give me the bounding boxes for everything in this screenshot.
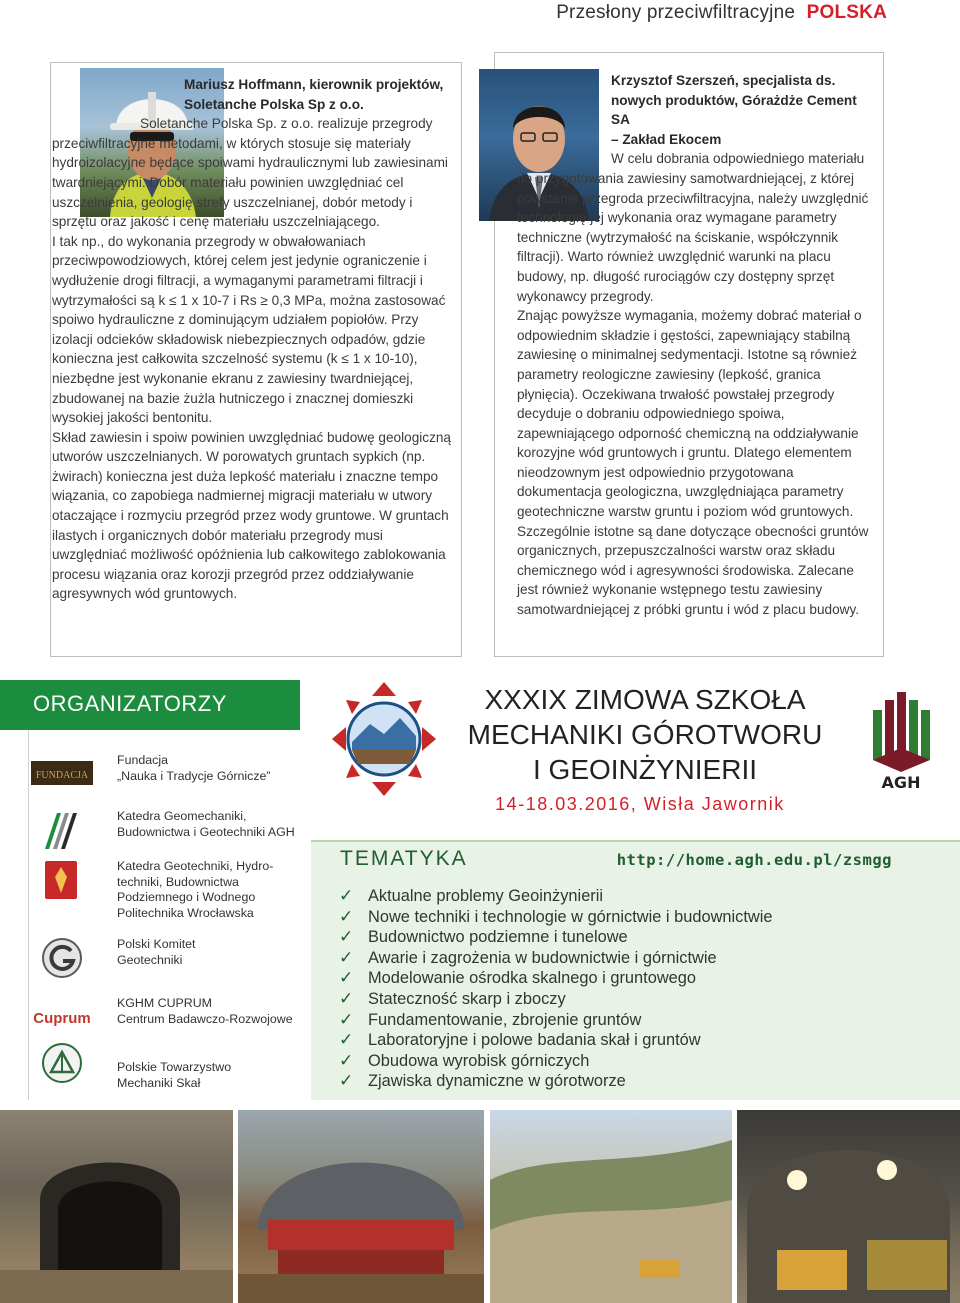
theme-item: ✓ Modelowanie ośrodka skalnego i gruntowego	[339, 968, 697, 988]
cuprum-logo-icon	[31, 996, 93, 1038]
organizer-item	[39, 859, 309, 920]
right-author-name: Krzysztof Szerszeń, specjalista ds.	[611, 73, 836, 88]
organizer-label: Polskie Towarzystwo Mechaniki Skał	[117, 1060, 232, 1090]
organizer-item	[39, 809, 309, 864]
tunnel-formwork-photo	[238, 1110, 484, 1303]
themes-title: TEMATYKA	[340, 847, 468, 870]
organizers-list	[28, 730, 300, 1100]
theme-item: ✓ Fundamentowanie, zbrojenie gruntów	[339, 1009, 642, 1029]
right-article-text	[517, 71, 869, 620]
checkmark-icon: ✓	[339, 947, 354, 967]
checkmark-icon: ✓	[339, 1009, 354, 1029]
organizer-item	[39, 937, 309, 992]
tunnel-portal-photo	[0, 1110, 233, 1303]
left-article-card	[50, 62, 462, 657]
organizer-label: Katedra Geotechniki, Hydro- techniki, Budownictwa Podziemnego i Wodnego Politechnika Wrocławska	[117, 859, 274, 920]
checkmark-icon: ✓	[339, 1030, 354, 1050]
right-paragraph-2: Znając powyższe wymagania, możemy dobrać materiał o odpowiednim składzie i gęstości, zapewniający stabilną zawiesinę o minimalnej sedymentacji. Istotne są również parametry reologiczne zawiesiny (lepkość, granica płynięcia). Oczekiwana trwałość powstałej przegrody decyduje o dobraniu odpowiedniego spoiwa, zapewniającego odporność chemiczną na oddziaływanie korozyjne wód gruntowych i gruntu. Dlatego elementem nieodzownym jest odpowiednio przygotowana dokumentacja geologiczna, uwzględniająca parametry geotechniczne warstw gruntu i poziom wód gruntowych.	[517, 308, 862, 520]
right-article-card	[494, 52, 884, 657]
theme-item: ✓ Awarie i zagrożenia w budownictwie i górnictwie	[339, 947, 717, 967]
theme-item: ✓ Budownictwo podziemne i tunelowe	[339, 927, 628, 947]
theme-item: ✓ Nowe techniki i technologie w górnictwie i budownictwie	[339, 906, 773, 926]
svg-text:FUNDACJA: FUNDACJA	[35, 770, 89, 781]
left-author-name: Mariusz Hoffmann, kierownik projektów,	[184, 77, 444, 92]
event-title-line-2: MECHANIKI GÓROTWORU	[467, 719, 823, 750]
right-paragraph-1: W celu dobrania odpowiedniego materiału do przygotowania zawiesiny samotwardniejącej, z której powstanie przegroda przeciwfiltracyjna, należy uwzględnić technologię jej wykonania oraz wymagane parametry techniczne (wytrzymałość na ściskanie, współczynnik filtracji). Warto również uwzględnić warunki na placu budowy, np. długość rurociągów czy dostępny sprzęt wykonawcy przegrody.	[517, 151, 869, 304]
event-website-link[interactable]: http://home.agh.edu.pl/zsmgg	[616, 851, 892, 869]
event-title-line-3: I GEOINŻYNIERII	[532, 754, 758, 785]
rock-mechanics-school-logo-icon	[330, 680, 438, 798]
slope-works-photo	[490, 1110, 732, 1303]
theme-item: ✓ Obudowa wyrobisk górniczych	[339, 1050, 590, 1070]
polish-geotechnics-committee-logo-icon	[31, 937, 93, 979]
right-author-division: – Zakład Ekocem	[611, 131, 722, 147]
organizer-label: Polski Komitet Geotechniki	[117, 937, 196, 967]
themes-panel	[311, 840, 960, 1100]
event-date: 14-18.03.2016, Wisła Jawornik	[495, 794, 785, 814]
page-header	[556, 2, 887, 24]
right-author-company: nowych produktów, Górażdże Cement SA	[611, 92, 857, 128]
organizer-item	[39, 1042, 309, 1097]
organizer-label: KGHM CUPRUM Centrum Badawczo-Rozwojowe	[117, 996, 293, 1026]
rock-mechanics-society-logo-icon	[31, 1042, 93, 1084]
theme-item: ✓ Stateczność skarp i zboczy	[339, 988, 566, 1008]
checkmark-icon: ✓	[339, 968, 354, 988]
event-title-line-1: XXXIX ZIMOWA SZKOŁA	[484, 684, 806, 715]
theme-item: ✓ Aktualne problemy Geoinżynierii	[339, 886, 604, 905]
right-paragraph-3: Szczególnie istotne są dane dotyczące obecności gruntów organicznych, przepuszczalności warstw oraz składu chemicznego wód i agresywności środowiska. Zalecane jest również wykonanie wstępnego testu zawiesiny samotwardniejącej z próbki gruntu i wód z placu budowy.	[517, 523, 869, 618]
organizers-title: ORGANIZATORZY	[0, 680, 300, 730]
checkmark-icon: ✓	[339, 1071, 354, 1091]
tunnel-excavation-photo	[737, 1110, 960, 1303]
checkmark-icon: ✓	[339, 1050, 354, 1070]
checkmark-icon: ✓	[339, 906, 354, 926]
left-author-company: Soletanche Polska Sp z o.o.	[184, 96, 364, 112]
wroclaw-university-logo-icon	[31, 859, 93, 901]
theme-item: ✓ Zjawiska dynamiczne w górotworze	[339, 1071, 626, 1091]
left-article-text	[52, 75, 456, 604]
agh-logo-icon	[865, 690, 933, 790]
header-country: POLSKA	[806, 2, 887, 23]
left-paragraph-1: Soletanche Polska Sp. z o.o. realizuje przegrody przeciwfiltracyjne metodami, w których stosuje się materiały hydroizolacyjne będące spoiwami hydraulicznymi lub zawiesinami twardniejącymi. Dobór materiału powinien uwzględniać cel uszczelnienia, geologię strefy uszczelnianej, dobór metody i sprzętu oraz jakość i cenę materiału uszczelniającego.	[52, 116, 448, 230]
agh-geomechanics-logo-icon	[31, 809, 93, 851]
svg-text:Cuprum: Cuprum	[33, 1010, 91, 1027]
themes-list	[339, 886, 773, 1092]
left-paragraph-3: Skład zawiesin i spoiw powinien uwzględniać budowę geologiczną utworów uszczelnianych. W porowatych gruntach sypkich (np. żwirach) konieczna jest duża lepkość materiału i znaczne tempo wiązania, co zapobiega nadmiernej migracji materiału w utwory otaczające i rozmyciu przegród przez wody gruntowe. W gruntach ilastych i organicznych dobór materiału przegrody musi uwzględniać możliwość opóźnienia lub całkowitego zablokowania procesu wiązania oraz korozji przegród przez oddziaływanie agresywnych wód gruntowych.	[52, 429, 451, 602]
organizer-label: Fundacja „Nauka i Tradycje Górnicze”	[117, 753, 271, 783]
organizers-panel	[0, 680, 300, 1100]
fundacja-logo-icon	[31, 753, 93, 795]
checkmark-icon: ✓	[339, 886, 354, 905]
header-topic: Przesłony przeciwfiltracyjne	[556, 2, 796, 23]
organizer-item	[35, 753, 309, 808]
theme-item: ✓ Laboratoryjne i polowe badania skał i gruntów	[339, 1030, 701, 1050]
left-paragraph-2: I tak np., do wykonania przegrody w obwałowaniach przeciwpowodziowych, której celem jest jedynie ograniczenie i wydłużenie drogi filtracji, a wymaganymi parametrami filtracji i wytrzymałości są k ≤ 1 x 10-7 i Rs ≥ 0,3 MPa, można zastosować spoiwo hydrauliczne z dominującym udziałem popiołów. Przy izolacji odcieków składowisk niebezpiecznych odpadów, gdzie konieczna jest całkowita szczelność systemu (k ≤ 1 x 10-10), niezbędne jest wykonanie ekranu z zawiesiny twardniejącej, zbudowanej na bazie żużla hutniczego i znacznej domieszki wysokiej jakości bentonitu.	[52, 233, 446, 426]
checkmark-icon: ✓	[339, 927, 354, 947]
organizer-label: Katedra Geomechaniki, Budownictwa i Geotechniki AGH	[117, 809, 295, 839]
checkmark-icon: ✓	[339, 988, 354, 1008]
svg-text:AGH: AGH	[881, 773, 921, 790]
event-title	[450, 682, 840, 787]
